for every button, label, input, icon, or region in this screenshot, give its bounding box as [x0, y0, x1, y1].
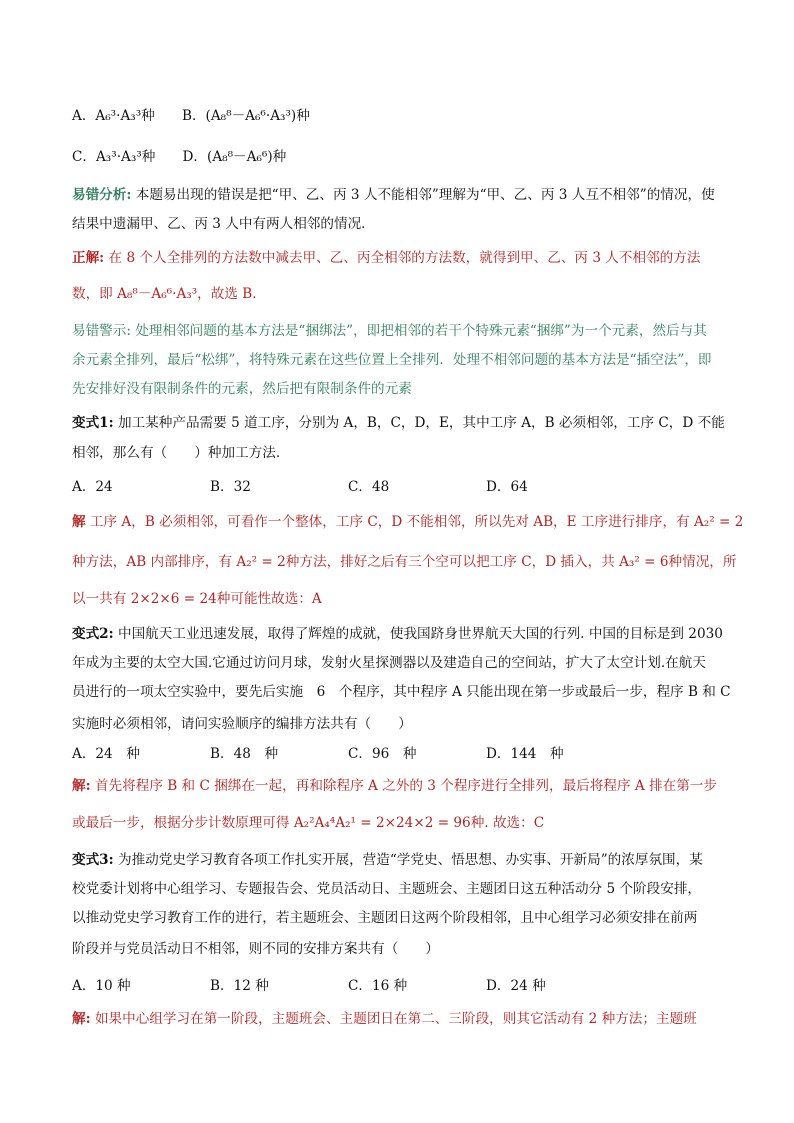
text-segment: 首先将程序 B 和 C 捆绑在一起，再和除程序 A 之外的 3 个程序进行全排列，最后将程序 A 排在第一步 — [90, 778, 717, 794]
text-segment: 余元素全排列，最后“松绑”，将特殊元素在这些位置上全排列．处理不相邻问题的基本方法是“插空法”，即 — [72, 352, 712, 368]
text-line — [72, 909, 724, 927]
text-line — [72, 814, 724, 832]
text-line — [72, 414, 724, 432]
text-segment: ₆³·A₃³种 B． — [105, 108, 206, 124]
answer-options — [72, 977, 724, 995]
text-segment: 数，即 A₈⁸－A₆⁶·A₃³，故选 B． — [72, 286, 266, 302]
text-segment: 先安排好没有限制条件的元素，然后把有限制条件的元素 — [72, 381, 412, 397]
text-segment: 阶段并与党员活动日不相邻，则不同的安排方案共有（ ） — [72, 941, 440, 957]
text-segment: 在 8 个人全排列的方法数中减去甲、乙、丙全相邻的方法数，就得到甲、乙、丙 3 人不相邻的方法 — [104, 250, 701, 266]
text-line — [72, 777, 724, 795]
text-segment: 解 — [72, 514, 86, 530]
text-segment: 中国航天工业迅速发展，取得了辉煌的成就，使我国跻身世界航天大国的行列. 中国的目标是到 2030 — [113, 626, 723, 642]
answer-option: A．10 种 — [72, 978, 131, 994]
text-line — [72, 107, 724, 125]
text-line — [72, 380, 724, 398]
text-segment: 易错警示: 处理相邻问题的基本方法是“捆绑法”，即把相邻的若干个特殊元素“捆绑”为一个元素，然后与其 — [72, 323, 707, 339]
text-line — [72, 654, 724, 672]
text-segment: 相邻，那么有（ ）种加工方法． — [72, 445, 290, 461]
text-line — [72, 285, 724, 303]
text-line — [72, 851, 724, 869]
answer-option: D．24 种 — [486, 978, 546, 994]
answer-option: A．24 种 — [72, 746, 140, 762]
answer-option: B．32 — [210, 479, 251, 495]
text-segment: 结果中遗漏甲、乙、丙 3 人中有两人相邻的情况． — [72, 216, 375, 232]
answer-option: A．24 — [72, 479, 113, 495]
answer-option: C．48 — [348, 479, 390, 495]
text-line — [72, 351, 724, 369]
text-segment: (A₈⁸－A₆⁶·A₃³)种 — [205, 108, 310, 124]
text-line — [72, 513, 744, 531]
text-line — [72, 322, 724, 340]
text-segment: 解: — [72, 778, 91, 794]
text-segment: 如果中心组学习在第一阶段，主题班会、主题团日在第二、三阶段，则其它活动有 2 种方法；主题班 — [90, 1011, 697, 1027]
text-segment: 为推动党史学习教育各项工作扎实开展，营造“学党史、悟思想、办实事、开新局”的浓厚氛围，某 — [113, 852, 703, 868]
answer-option: B．48 种 — [210, 746, 279, 762]
text-line — [72, 249, 724, 267]
text-segment: 变式3: — [72, 852, 114, 868]
text-segment: 以一共有 2×2×6 = 24种可能性故选：A — [72, 591, 322, 607]
text-line — [72, 1010, 724, 1028]
answer-option: B．12 种 — [210, 978, 269, 994]
text-line — [72, 880, 724, 898]
text-segment: 年成为主要的太空大国.它通过访问月球，发射火星探测器以及建造自己的空间站，扩大了太空计划.在航天 — [72, 655, 706, 671]
text-segment: 或最后一步，根据分步计数原理可得 A₂²A₄⁴A₂¹ = 2×24×2 = 96种. 故选：C — [72, 815, 545, 831]
text-segment: 种方法，AB 内部排序，有 A₂² = 2种方法，排好之后有三个空可以把工序 C，D 插入，共 A₃² = 6种情况，所 — [72, 554, 737, 570]
text-line — [72, 625, 724, 643]
text-line — [72, 715, 724, 733]
answer-options — [72, 478, 724, 496]
text-segment: 正解: — [72, 250, 105, 266]
text-segment: 加工某种产品需要 5 道工序，分别为 A，B，C，D，E，其中工序 A，B 必须相邻，工序 C，D 不能 — [113, 415, 725, 431]
text-segment: 工序 A，B 必须相邻，可看作一个整体，工序 C，D 不能相邻，所以先对 AB，E 工序进行排序，有 A₂² = 2 — [85, 514, 744, 530]
text-segment: (A₈⁸－A₆⁶)种 — [207, 149, 287, 165]
text-segment: 以推动党史学习教育工作的进行，若主题班会、主题团日这两个阶段相邻，且中心组学习必须安排在前两 — [72, 910, 698, 926]
text-line — [72, 553, 737, 571]
answer-option: D．144 种 — [486, 746, 564, 762]
text-line — [72, 683, 731, 701]
text-line — [72, 148, 724, 166]
text-line — [72, 186, 724, 204]
text-line — [72, 940, 724, 958]
answer-options — [72, 745, 724, 763]
text-segment: 解: — [72, 1011, 91, 1027]
text-segment: 校党委计划将中心组学习、专题报告会、党员活动日、主题班会、主题团日这五种活动分 5 个阶段安排， — [72, 881, 702, 897]
text-segment: 实施时必须相邻，请问实验顺序的编排方法共有（ ） — [72, 716, 412, 732]
text-line — [72, 215, 724, 233]
answer-option: D．64 — [486, 479, 528, 495]
answer-option: C．96 种 — [348, 746, 417, 762]
text-segment: C．A₃³·A₃³种 D． — [72, 149, 208, 165]
text-segment: 本题易出现的错误是把“甲、乙、丙 3 人不能相邻”理解为“甲、乙、丙 3 人互不相邻”的情况，使 — [131, 187, 715, 203]
text-line — [72, 590, 724, 608]
text-line — [72, 444, 724, 462]
text-segment: 易错分析: — [72, 187, 132, 203]
text-segment: 员进行的一项太空实验中，要先后实施 6 个程序，其中程序 A 只能出现在第一步或最后一步，程序 B 和 C — [72, 684, 731, 700]
text-segment: 变式1: — [72, 415, 114, 431]
answer-option: C．16 种 — [348, 978, 408, 994]
text-segment: 变式2: — [72, 626, 114, 642]
text-segment: A．A — [72, 108, 106, 124]
